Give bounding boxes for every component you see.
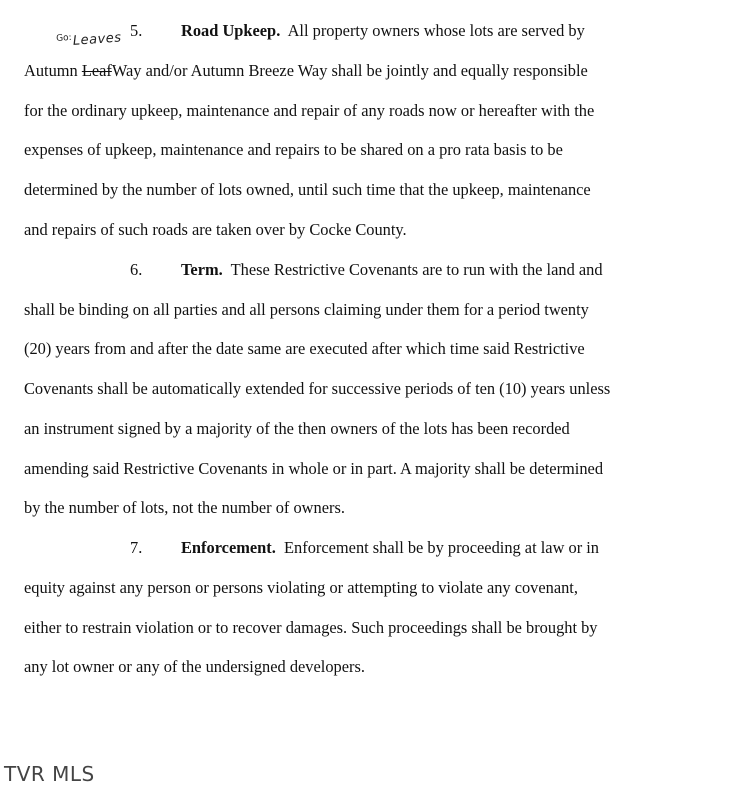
section-7-line-3: either to restrain violation or to recover damages. Such proceedings shall be brought by xyxy=(24,618,598,637)
section-5-number: 5. xyxy=(130,21,143,40)
section-5-line-4: expenses of upkeep, maintenance and repairs to be shared on a pro rata basis to be xyxy=(24,140,563,159)
watermark: TVR MLS xyxy=(4,762,95,786)
section-5-line-5: determined by the number of lots owned, until such time that the upkeep, maintenance xyxy=(24,180,591,199)
section-5-text-1: All property owners whose lots are served by xyxy=(287,21,585,40)
section-5-heading: Road Upkeep xyxy=(181,21,277,40)
section-6-heading: Term xyxy=(181,260,219,279)
section-7-number: 7. xyxy=(130,538,143,557)
section-7-line-2: equity against any person or persons violating or attempting to violate any covenant, xyxy=(24,578,578,597)
section-6-line-3: (20) years from and after the date same are executed after which time said Restrictive xyxy=(24,339,585,358)
document-page: 5. Road Upkeep. All property owners whose lots are served by $^{Go:}$Leaves Autumn LeafWay and/or Autumn Breeze Way shall be jointly and equally responsible for the ordinary upkeep, maintenance and repair of any roads now or hereafter with the expenses of upkeep, maintenance and repairs to be shared on a pro rata basis to be determined by the number of lots owned, until such time that the upkeep, maintenance and repairs of such roads are taken over by Cocke County. 6. Term. These Restrictive Covenants are to run with the land and shall be binding on all parties and all persons claiming under them for a period twenty (20) years from and after the date same are executed after which time said Restrictive Covenants shall be automatically extended for successive periods of ten (10) years unless an instrument signed by a majority of the then owners of the lots has been recorded amending said Restrictive Covenants in whole or in part. A majority shall be determined by the number of lots, not the number of owners. 7. Enforcement. Enforcement shall be by proceeding at law or in equity against any person or persons violating or attempting to violate any covenant, either to restrain violation or to recover damages. Such proceedings shall be brought by any lot owner or any of the undersigned developers. TVR MLS xyxy=(4,21,611,786)
section-6-number: 6. xyxy=(130,260,143,279)
section-6-line-5: an instrument signed by a majority of the then owners of the lots has been recorded xyxy=(24,419,570,438)
section-5-line-6: and repairs of such roads are taken over by Cocke County. xyxy=(24,220,407,239)
struck-word: Leaf xyxy=(81,61,112,80)
section-6-line-6: amending said Restrictive Covenants in whole or in part. A majority shall be determined xyxy=(24,459,604,478)
section-6-text-1: These Restrictive Covenants are to run with the land and xyxy=(230,260,603,279)
section-5-line-2 xyxy=(24,61,588,81)
section-5-line-3: for the ordinary upkeep, maintenance and repair of any roads now or hereafter with the xyxy=(24,101,595,120)
section-7-text-1: Enforcement shall be by proceeding at law or in xyxy=(284,538,599,557)
line-text-before: Autumn xyxy=(24,61,82,80)
section-6-line-2: shall be binding on all parties and all persons claiming under them for a period twenty xyxy=(24,300,589,319)
handwritten-word: Leaves xyxy=(72,30,123,49)
handwritten-insertion xyxy=(56,31,122,51)
section-7-line-4: any lot owner or any of the undersigned developers. xyxy=(24,657,365,676)
section-7-heading: Enforcement xyxy=(181,538,272,557)
section-6-line-7: by the number of lots, not the number of owners. xyxy=(24,498,345,517)
handwritten-prefix: Go: xyxy=(55,32,73,44)
line-text-after: Way and/or Autumn Breeze Way shall be jointly and equally responsible xyxy=(111,61,588,80)
section-6-line-4: Covenants shall be automatically extended for successive periods of ten (10) years unless xyxy=(24,379,611,398)
